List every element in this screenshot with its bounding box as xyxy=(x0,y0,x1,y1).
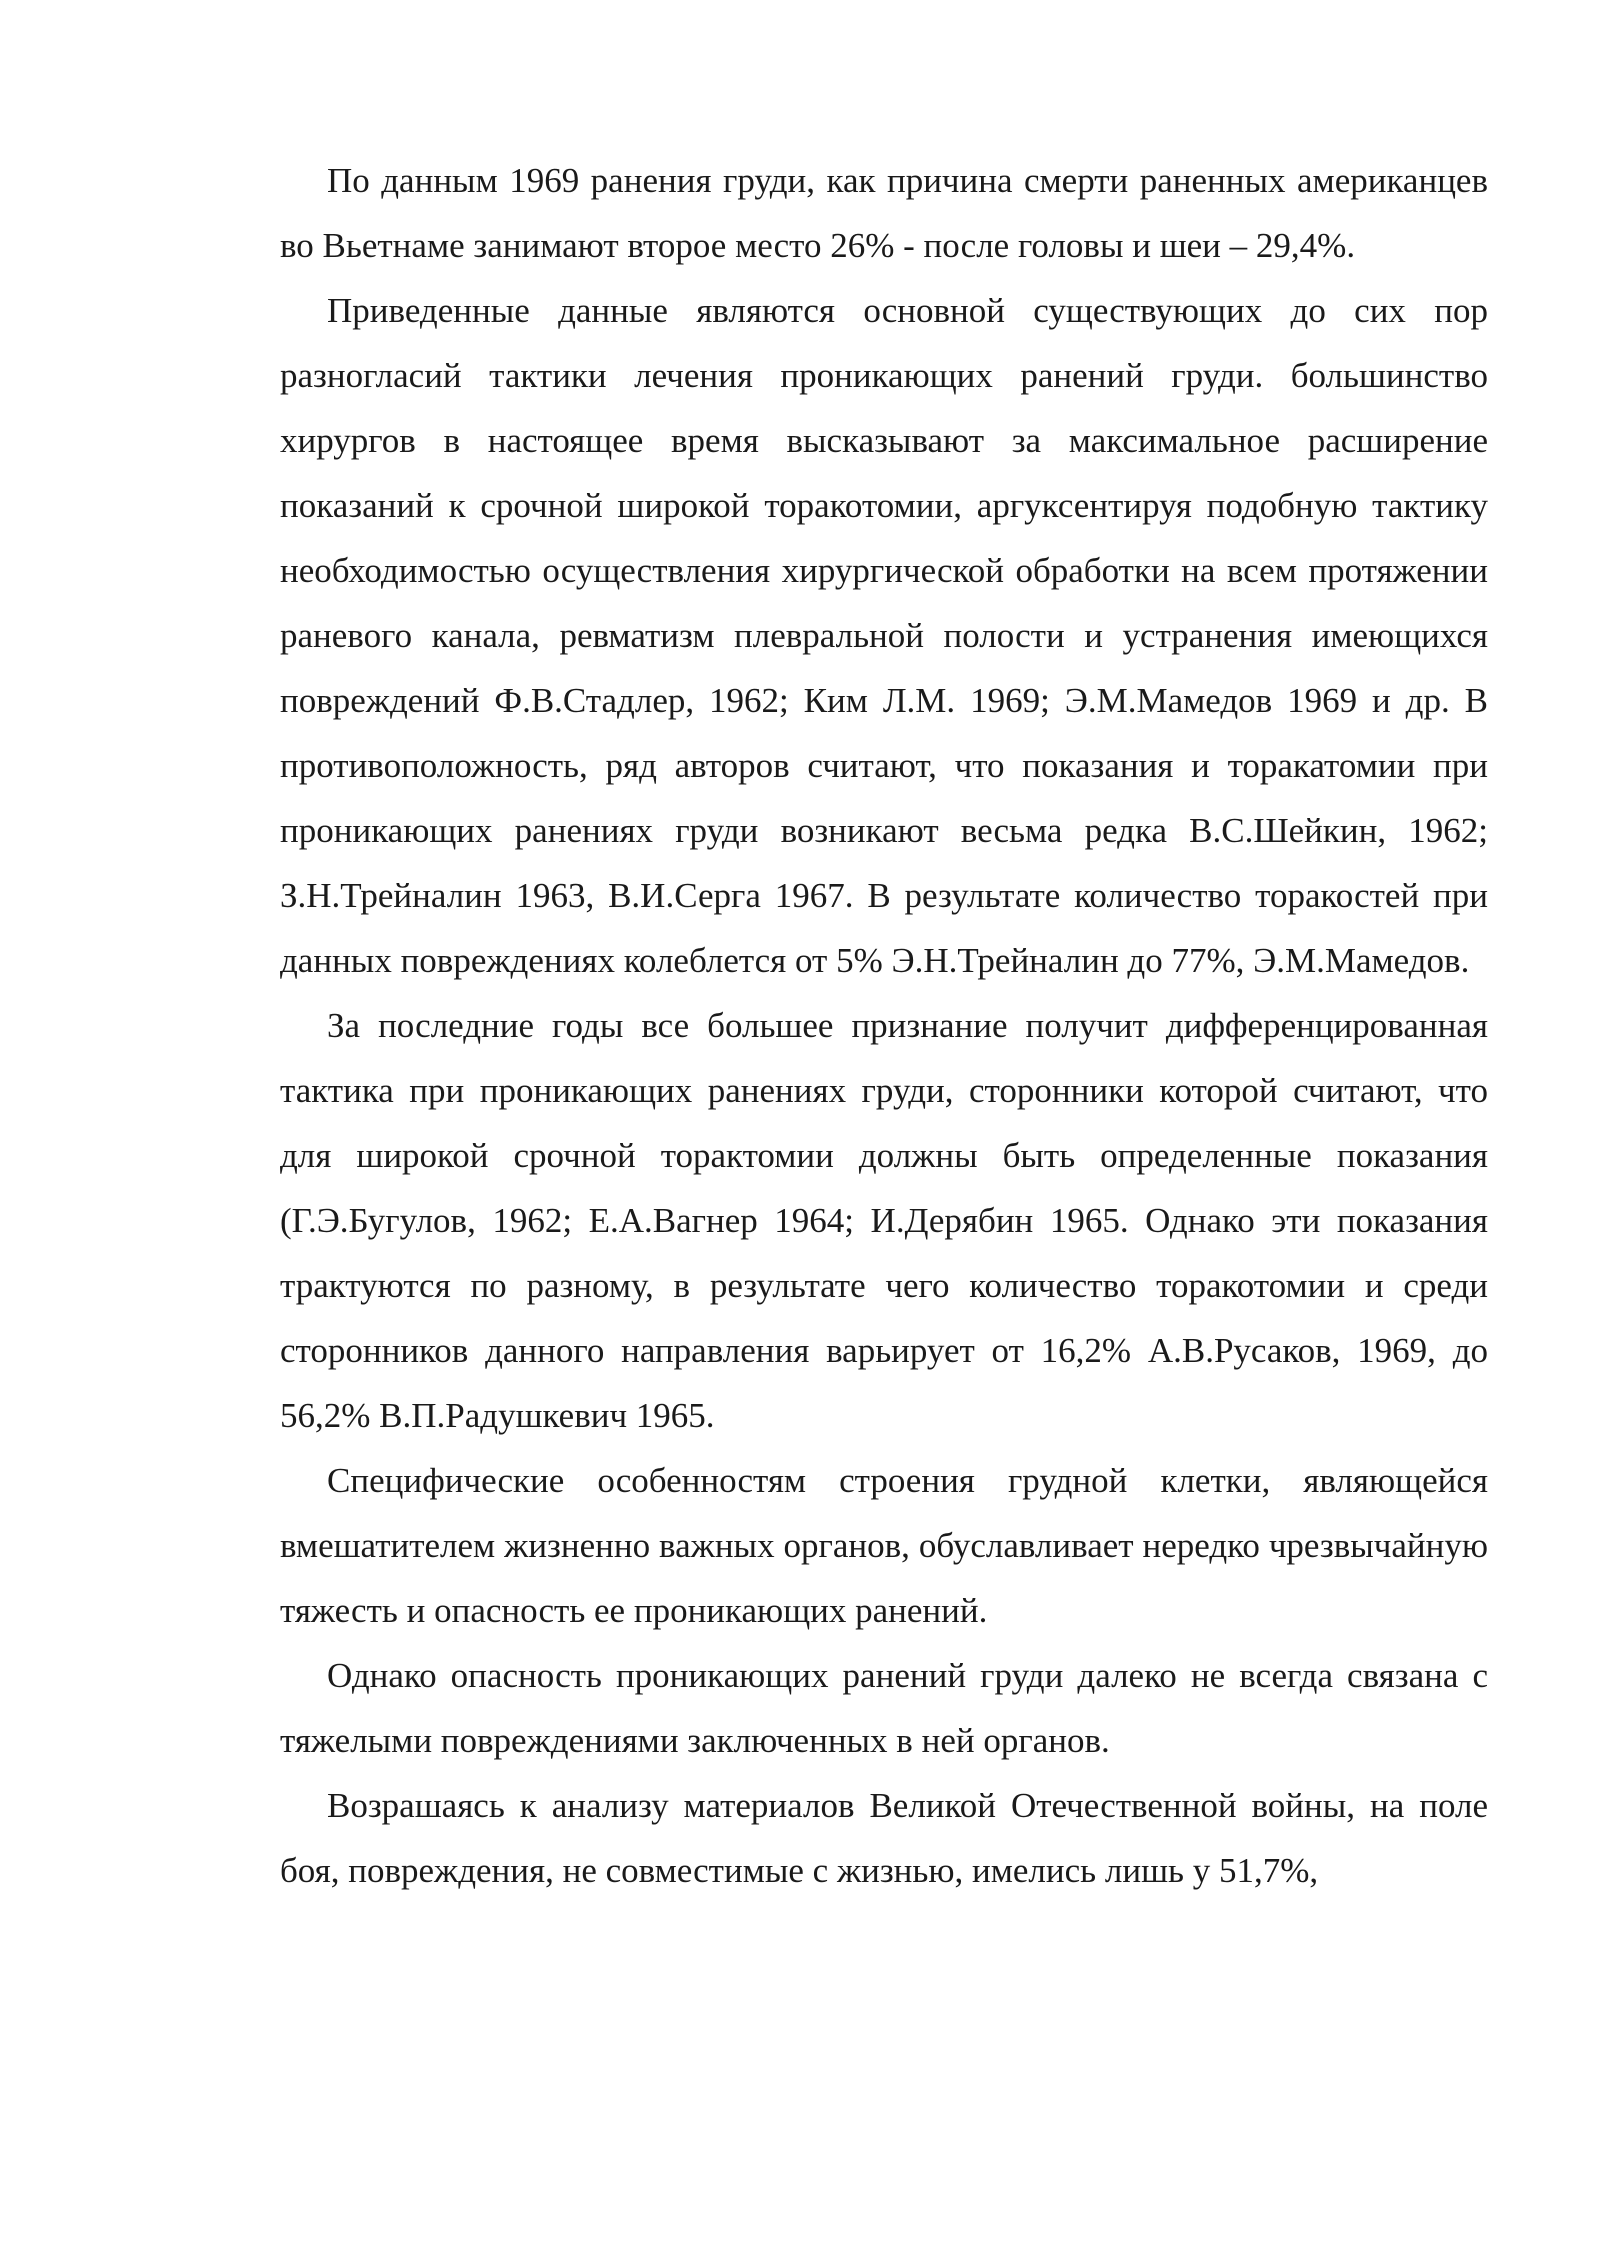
paragraph-war-materials: Возрашаясь к анализу материалов Великой Отечественной войны, на поле боя, повреждения, не совместимые с жизнью, имелись лишь у 51,7%, xyxy=(280,1786,1488,1890)
paragraph-vietnam-statistics: По данным 1969 ранения груди, как причина смерти раненных американцев во Вьетнаме занимают второе место 26% - после головы и шеи – 29,4%. xyxy=(280,161,1488,265)
paragraph-differentiated-tactics: За последние годы все большее признание получит дифференцированная тактика при проникающих ранениях груди, сторонники которой считают, что для широкой срочной торактомии должны быть определенные показания (Г.Э.Бугулов, 1962; Е.А.Вагнер 1964; И.Дерябин 1965. Однако эти показания трактуются по разному, в результате чего количество торакотомии и среди сторонников данного направления варьирует от 16,2% А.В.Русаков, 1969, до 56,2% В.П.Радушкевич 1965. xyxy=(280,1006,1488,1435)
paragraph-chest-structure: Специфические особенностям строения грудной клетки, являющейся вмешатителем жизненно важных органов, обуславливает нередко чрезвычайную тяжесть и опасность ее проникающих ранений. xyxy=(280,1461,1488,1630)
document-body xyxy=(280,148,1488,1903)
paragraph-treatment-disagreements: Приведенные данные являются основной существующих до сих пор разногласий тактики лечения проникающих ранений груди. большинство хирургов в настоящее время высказывают за максимальное расширение показаний к срочной широкой торакотомии, аргуксентируя подобную тактику необходимостью осуществления хирургической обработки на всем протяжении раневого канала, ревматизм плевральной полости и устранения имеющихся повреждений Ф.В.Стадлер, 1962; Ким Л.М. 1969; Э.М.Мамедов 1969 и др. В противоположность, ряд авторов считают, что показания и торакатомии при проникающих ранениях груди возникают весьма редка В.С.Шейкин, 1962; З.Н.Трейналин 1963, В.И.Серга 1967. В результате количество торакостей при данных повреждениях колеблется от 5% Э.Н.Трейналин до 77%, Э.М.Мамедов. xyxy=(280,291,1488,980)
paragraph-danger-of-wounds: Однако опасность проникающих ранений груди далеко не всегда связана с тяжелыми повреждениями заключенных в ней органов. xyxy=(280,1656,1488,1760)
